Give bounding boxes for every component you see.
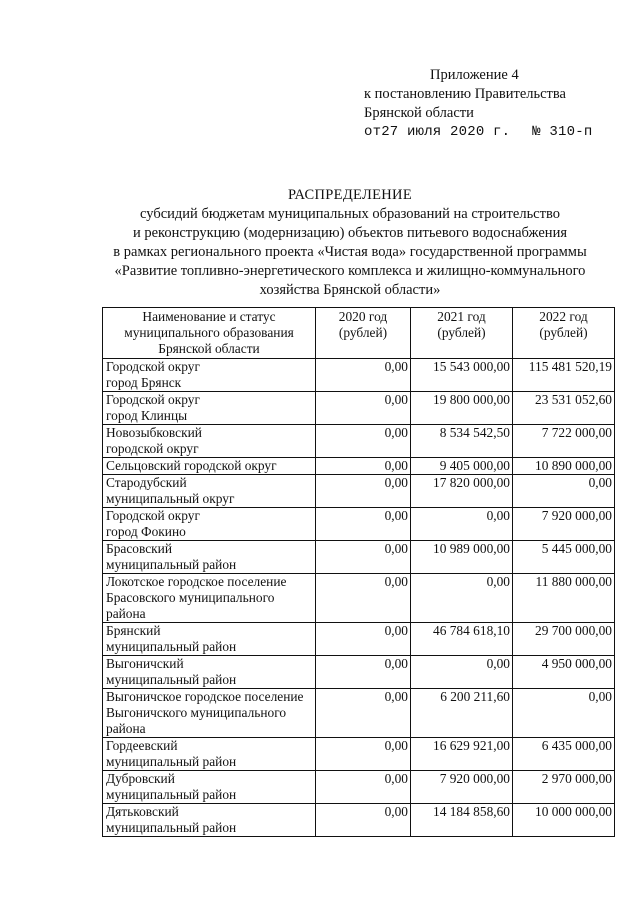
table-row bbox=[103, 689, 615, 738]
municipality-name: Городской округ город Клинцы bbox=[103, 392, 316, 425]
amount-2022: 7 722 000,00 bbox=[513, 425, 615, 458]
amount-2022: 29 700 000,00 bbox=[513, 623, 615, 656]
title-line: хозяйства Брянской области» bbox=[259, 282, 441, 298]
table-body bbox=[103, 359, 615, 837]
table-row bbox=[103, 623, 615, 656]
amount-2022: 5 445 000,00 bbox=[513, 541, 615, 574]
resolution-number: № 310-п bbox=[532, 124, 593, 140]
amount-2021: 46 784 618,10 bbox=[411, 623, 513, 656]
amount-2020: 0,00 bbox=[316, 458, 411, 475]
amount-2021: 16 629 921,00 bbox=[411, 738, 513, 771]
amount-2021: 19 800 000,00 bbox=[411, 392, 513, 425]
municipality-name: Сельцовский городской округ bbox=[103, 458, 316, 475]
table-row bbox=[103, 508, 615, 541]
table-row bbox=[103, 458, 615, 475]
amount-2020: 0,00 bbox=[316, 574, 411, 623]
municipality-name: Новозыбковский городской округ bbox=[103, 425, 316, 458]
municipality-name: Городской округ город Фокино bbox=[103, 508, 316, 541]
amount-2020: 0,00 bbox=[316, 541, 411, 574]
amount-2022: 0,00 bbox=[513, 475, 615, 508]
date-prefix: от bbox=[364, 124, 382, 140]
amount-2020: 0,00 bbox=[316, 771, 411, 804]
header-2020: 2020 год (рублей) bbox=[316, 308, 411, 359]
amount-2020: 0,00 bbox=[316, 689, 411, 738]
amount-2022: 10 890 000,00 bbox=[513, 458, 615, 475]
municipality-name: Локотское городское поселение Брасовского муниципального района bbox=[103, 574, 316, 623]
table-row bbox=[103, 738, 615, 771]
amount-2020: 0,00 bbox=[316, 508, 411, 541]
document-title bbox=[60, 186, 640, 300]
amount-2020: 0,00 bbox=[316, 738, 411, 771]
municipality-name: Дятьковский муниципальный район bbox=[103, 804, 316, 837]
amount-2022: 6 435 000,00 bbox=[513, 738, 615, 771]
amount-2022: 0,00 bbox=[513, 689, 615, 738]
amount-2021: 14 184 858,60 bbox=[411, 804, 513, 837]
amount-2021: 0,00 bbox=[411, 508, 513, 541]
header-2022: 2022 год (рублей) bbox=[513, 308, 615, 359]
municipality-name: Гордеевский муниципальный район bbox=[103, 738, 316, 771]
amount-2020: 0,00 bbox=[316, 804, 411, 837]
amount-2020: 0,00 bbox=[316, 359, 411, 392]
amount-2020: 0,00 bbox=[316, 392, 411, 425]
title-heading: РАСПРЕДЕЛЕНИЕ bbox=[288, 187, 412, 203]
table-row bbox=[103, 475, 615, 508]
title-line: и реконструкцию (модернизацию) объектов питьевого водоснабжения bbox=[132, 225, 567, 241]
amount-2022: 115 481 520,19 bbox=[513, 359, 615, 392]
amount-2021: 8 534 542,50 bbox=[411, 425, 513, 458]
appendix-resolution: к постановлению Правительства bbox=[364, 86, 566, 102]
table-row bbox=[103, 359, 615, 392]
table-row bbox=[103, 771, 615, 804]
amount-2022: 2 970 000,00 bbox=[513, 771, 615, 804]
amount-2020: 0,00 bbox=[316, 623, 411, 656]
amount-2022: 10 000 000,00 bbox=[513, 804, 615, 837]
amount-2021: 15 543 000,00 bbox=[411, 359, 513, 392]
amount-2022: 23 531 052,60 bbox=[513, 392, 615, 425]
amount-2020: 0,00 bbox=[316, 475, 411, 508]
municipality-name: Дубровский муниципальный район bbox=[103, 771, 316, 804]
amount-2021: 6 200 211,60 bbox=[411, 689, 513, 738]
appendix-date-number bbox=[364, 123, 624, 142]
title-line: субсидий бюджетам муниципальных образований на строительство bbox=[140, 206, 560, 222]
amount-2021: 17 820 000,00 bbox=[411, 475, 513, 508]
appendix-number: Приложение 4 bbox=[430, 67, 519, 83]
table-header-row bbox=[103, 308, 615, 359]
municipality-name: Брасовский муниципальный район bbox=[103, 541, 316, 574]
header-name: Наименование и статус муниципального образования Брянской области bbox=[103, 308, 316, 359]
amount-2021: 0,00 bbox=[411, 574, 513, 623]
table-row bbox=[103, 392, 615, 425]
resolution-date: 27 июля 2020 г. bbox=[381, 124, 511, 140]
municipality-name: Брянский муниципальный район bbox=[103, 623, 316, 656]
header-2021: 2021 год (рублей) bbox=[411, 308, 513, 359]
amount-2022: 7 920 000,00 bbox=[513, 508, 615, 541]
amount-2020: 0,00 bbox=[316, 656, 411, 689]
amount-2021: 10 989 000,00 bbox=[411, 541, 513, 574]
municipality-name: Городской округ город Брянск bbox=[103, 359, 316, 392]
municipality-name: Выгоничское городское поселение Выгоничского муниципального района bbox=[103, 689, 316, 738]
title-line: «Развитие топливно-энергетического комплекса и жилищно-коммунального bbox=[114, 263, 586, 279]
amount-2020: 0,00 bbox=[316, 425, 411, 458]
amount-2022: 4 950 000,00 bbox=[513, 656, 615, 689]
amount-2021: 0,00 bbox=[411, 656, 513, 689]
amount-2022: 11 880 000,00 bbox=[513, 574, 615, 623]
municipality-name: Стародубский муниципальный округ bbox=[103, 475, 316, 508]
appendix-block bbox=[364, 66, 624, 142]
table-row bbox=[103, 656, 615, 689]
municipality-name: Выгоничский муниципальный район bbox=[103, 656, 316, 689]
table-row bbox=[103, 425, 615, 458]
amount-2021: 7 920 000,00 bbox=[411, 771, 513, 804]
title-line: в рамках регионального проекта «Чистая вода» государственной программы bbox=[113, 244, 587, 260]
appendix-region: Брянской области bbox=[364, 105, 474, 121]
table-row bbox=[103, 541, 615, 574]
distribution-table bbox=[102, 307, 615, 837]
amount-2021: 9 405 000,00 bbox=[411, 458, 513, 475]
table-row bbox=[103, 574, 615, 623]
table-row bbox=[103, 804, 615, 837]
